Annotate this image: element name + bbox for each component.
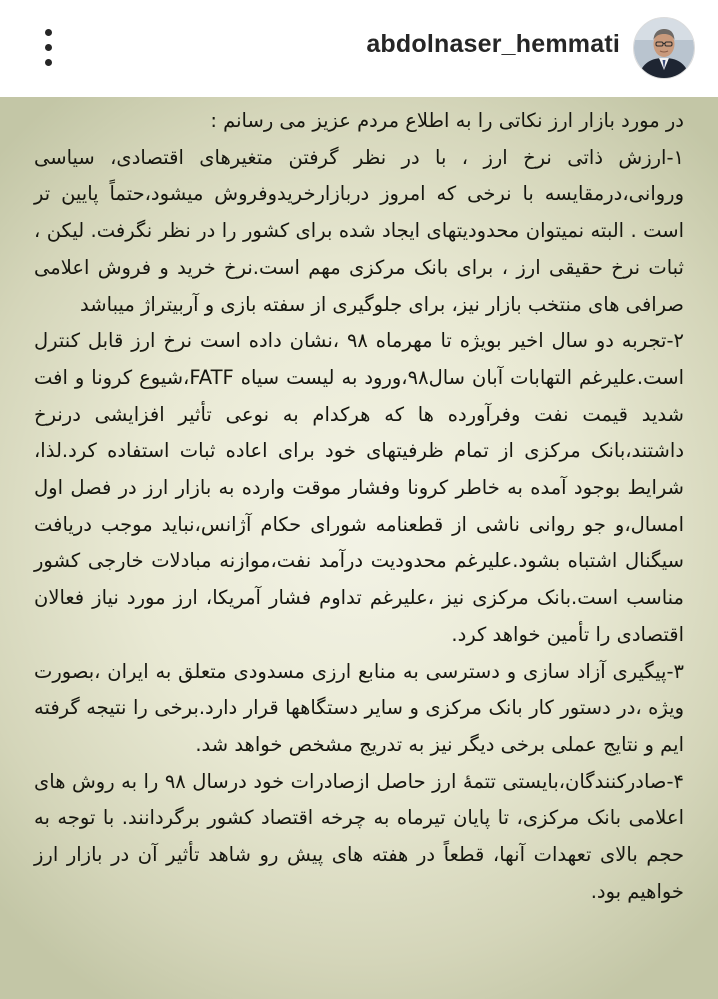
post-header — [0, 0, 718, 97]
paragraph-3: ۳-پیگیری آزاد سازی و دسترسی به منابع ارزی مسدودی متعلق به ایران ،بصورت ویژه ،در دستور کار بانک مرکزی و سایر دستگاهها قرار دارد.برخی را نتیجه گرفته ایم و نتایج عملی برخی دیگر نیز به تدریج مشخص خواهد شد. — [34, 659, 684, 756]
post-image — [0, 97, 718, 999]
profile-avatar-icon — [634, 18, 694, 78]
more-options-icon[interactable] — [38, 26, 58, 70]
paragraph-1: ۱-ارزش ذاتی نرخ ارز ، با در نظر گرفتن متغیرهای اقتصادی، سیاسی وروانی،درمقایسه با نرخی که امروز دربازارخریدوفروش میشود،حتماً پایین تر است . البته نمیتوان محدودیتهای ایجاد شده برای کشور را در نظر نگرفت. لیکن ، ثبات نرخ حقیقی ارز ، برای بانک مرکزی مهم است.نرخ خرید و فروش اعلامی صرافی های منتخب بازار نیز، برای جلوگیری از سفته بازی و آربیتراژ میباشد — [34, 145, 684, 316]
paragraph-2: ۲-تجربه دو سال اخیر بویژه تا مهرماه ۹۸ ،نشان داده است نرخ ارز قابل کنترل است.علیرغم التهابات آبان سال۹۸،ورود به لیست سیاه FATF،شیوع کرونا و افت شدید قیمت نفت وفرآورده ها که هرکدام به نوعی تأثیر افزایشی درنرخ داشتند،بانک مرکزی از تمام ظرفیتهای خود برای اعاده ثبات استفاده کرد.لذا، شرایط بوجود آمده به خاطر کرونا وفشار موقت وارده به بازار ارز در فصل اول امسال،و جو روانی ناشی از قطعنامه شورای حکام آژانس،نباید موجب دریافت سیگنال اشتباه بشود.علیرغم محدودیت درآمد نفت،موازنه مبادلات خارجی کشور مناسب است.بانک مرکزی نیز ،علیرغم تداوم فشار آمریکا، ارز مورد نیاز فعالان اقتصادی را تأمین خواهد کرد. — [34, 329, 685, 646]
username-link[interactable]: abdolnaser_hemmati — [366, 30, 620, 58]
paragraph-4: ۴-صادرکنندگان،بایستی تتمۀ ارز حاصل ازصادرات خود درسال ۹۸ را به روش های اعلامی بانک مرکزی، تا پایان تیرماه به چرخه اقتصاد کشور برگردانند. با توجه به حجم بالای تعهدات آنها، قطعاً در هفته های پیش رو شاهد تأثیر آن در بازار ارز خواهیم بود. — [34, 769, 684, 903]
avatar[interactable] — [633, 17, 695, 79]
post-caption-text — [34, 103, 684, 910]
intro-line: در مورد بازار ارز نکاتی را به اطلاع مردم عزیز می رسانم : — [210, 109, 684, 132]
